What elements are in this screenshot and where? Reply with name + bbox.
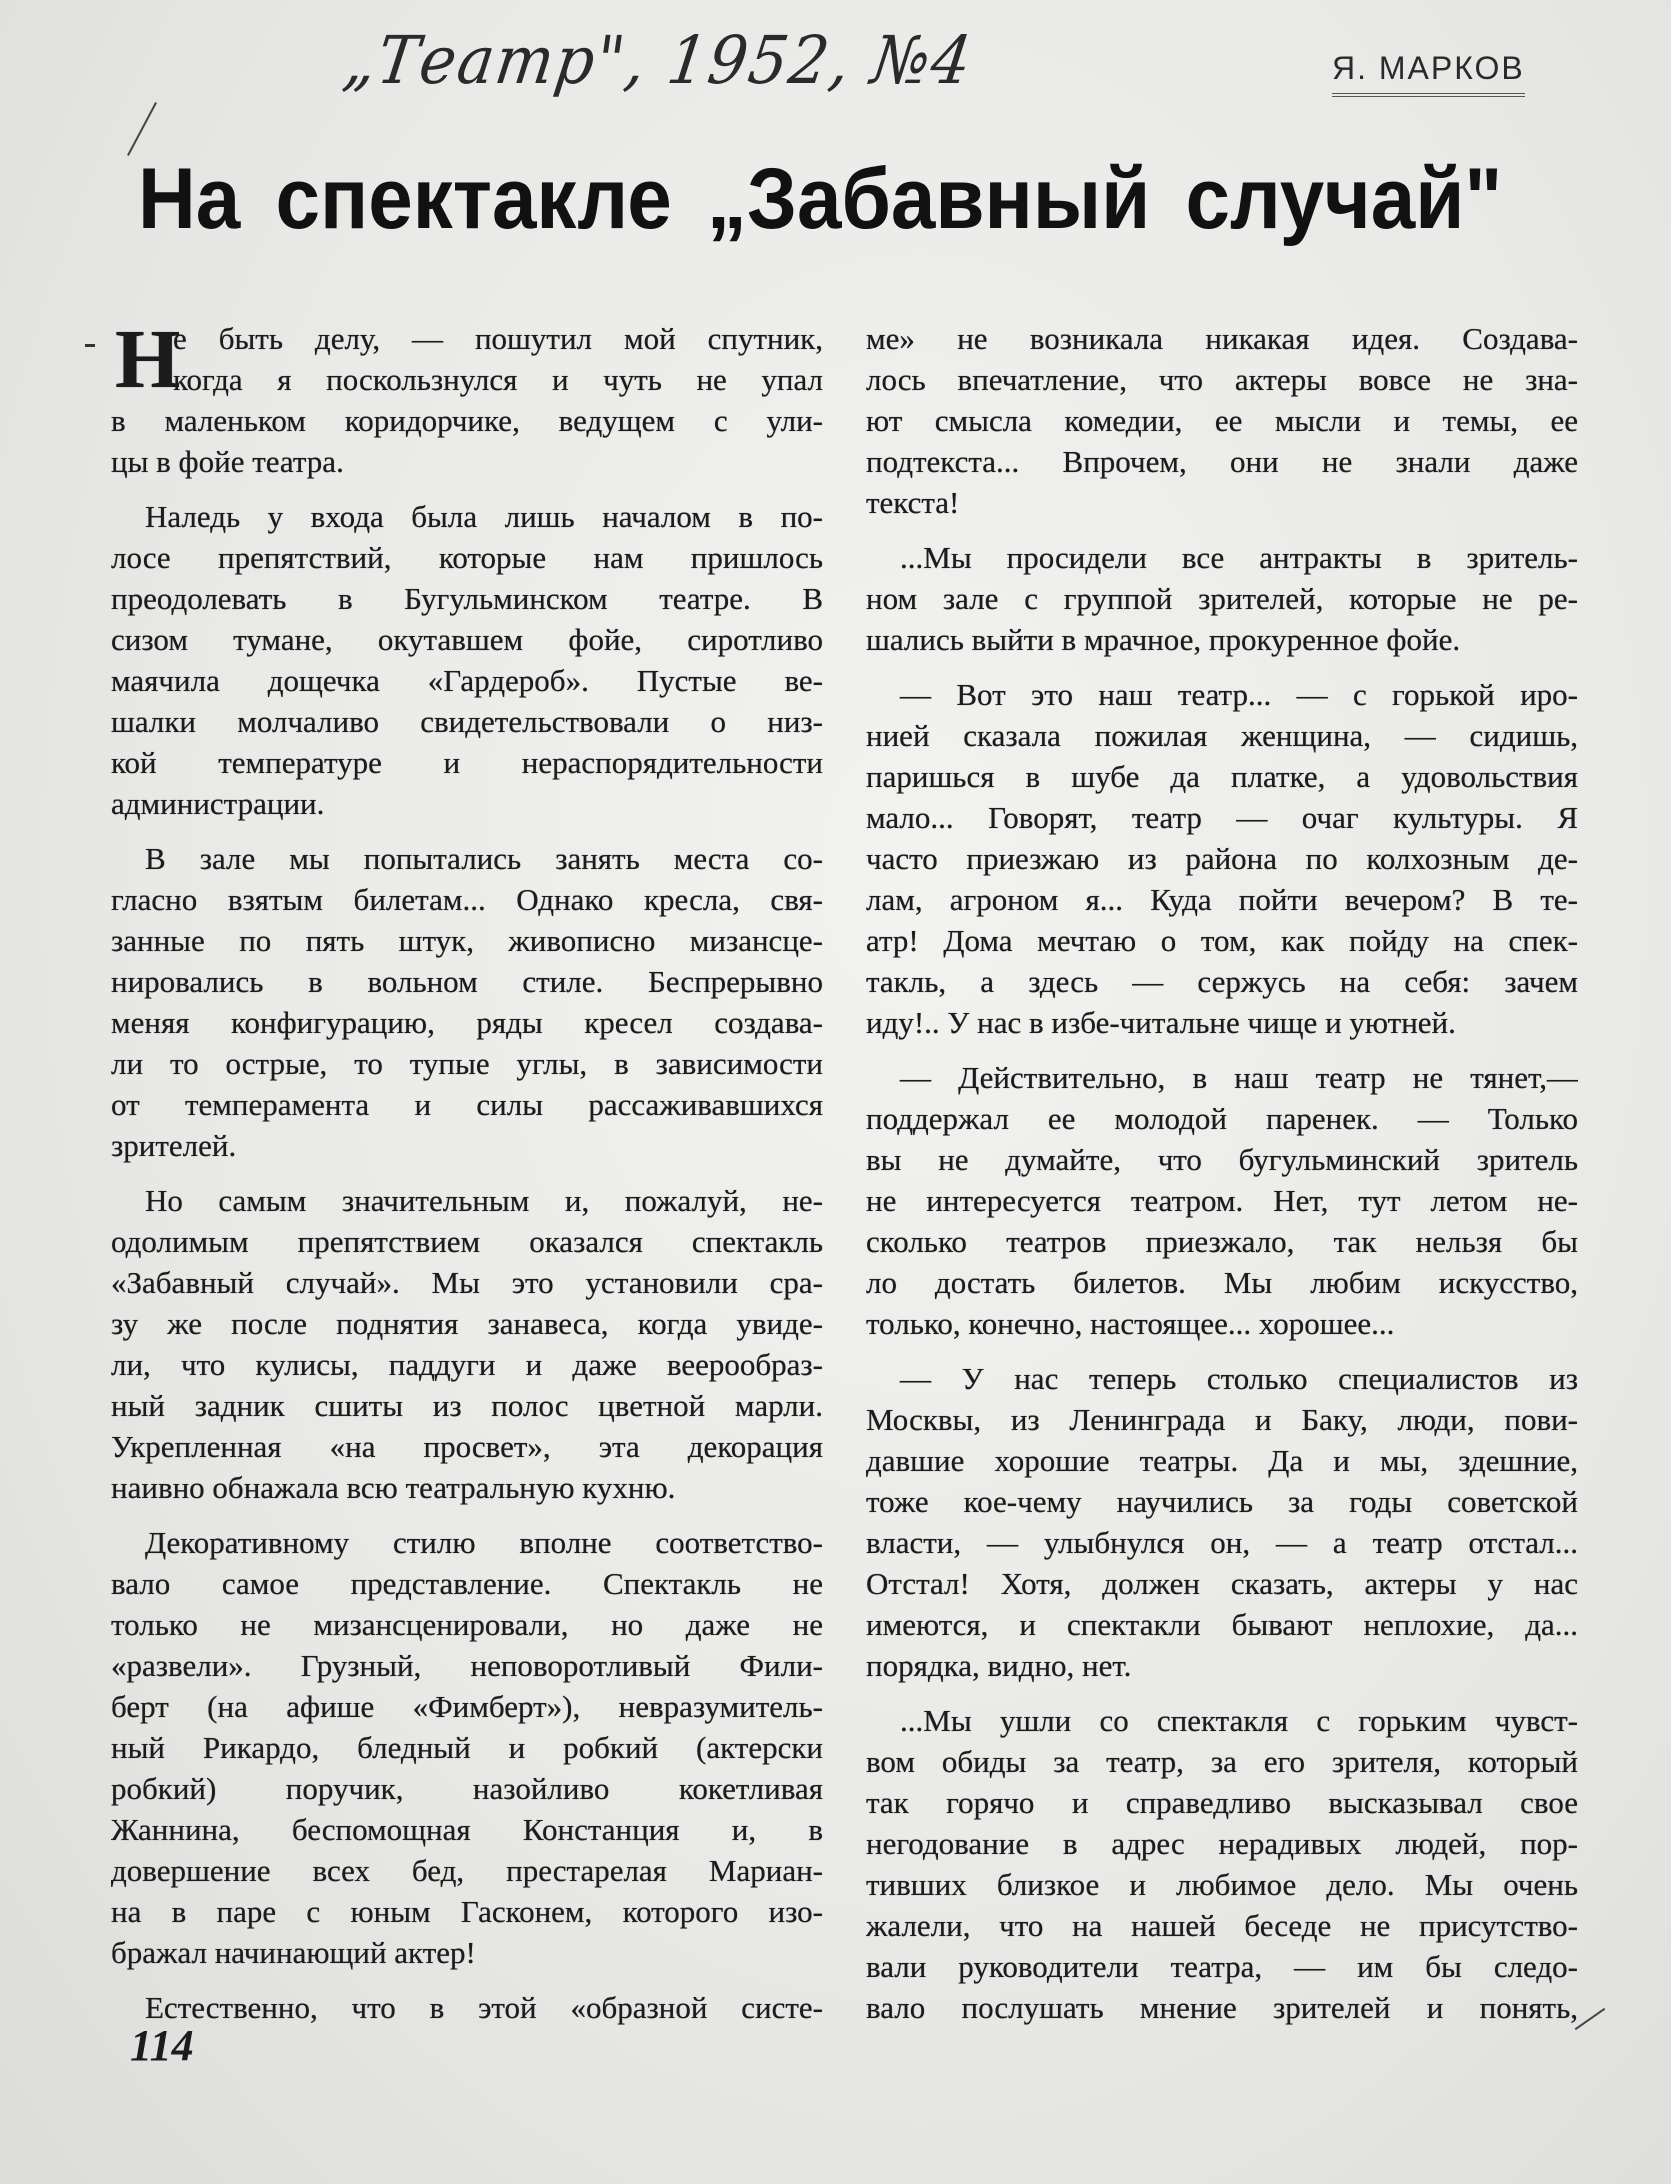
text-line: наивно обнажала всю театральную кухню. xyxy=(111,1470,676,1505)
text-line: негодование в адрес нерадивых людей, пор- xyxy=(866,1826,1578,1861)
text-line: власти, — улыбнулся он, — а театр отстал... xyxy=(866,1525,1578,1560)
text-line: лам, агроном я... Куда пойти вечером? В те- xyxy=(866,882,1578,917)
text-line: имеются, и спектакли бывают неплохие, да... xyxy=(866,1607,1578,1642)
text-line: от темперамента и силы рассаживавшихся xyxy=(111,1087,823,1122)
paragraph xyxy=(111,1987,823,2028)
text-line: Декоративному стилю вполне соответство- xyxy=(145,1525,823,1560)
text-line: меняя конфигурацию, ряды кресел создава- xyxy=(111,1005,823,1040)
author-name: Я. МАРКОВ xyxy=(1332,50,1525,97)
text-line: вом обиды за театр, за его зрителя, который xyxy=(866,1744,1578,1779)
text-line: ном зале с группой зрителей, которые не ре- xyxy=(866,581,1578,616)
text-line: цы в фойе театра. xyxy=(111,444,344,479)
text-line: атр! Дома мечтаю о том, как пойду на спек- xyxy=(866,923,1578,958)
text-line: когда я поскользнулся и чуть не упал xyxy=(173,362,823,397)
paragraph xyxy=(111,1522,823,1973)
text-line: зу же после поднятия занавеса, когда увиде- xyxy=(111,1306,823,1341)
text-line: вали руководители театра, — им бы следо- xyxy=(866,1949,1578,1984)
text-line: ...Мы просидели все антракты в зритель- xyxy=(900,540,1578,575)
text-line: на в паре с юным Гасконем, которого изо- xyxy=(111,1894,823,1929)
text-line: часто приезжаю из района по колхозным де- xyxy=(866,841,1578,876)
text-line: Москвы, из Ленинграда и Баку, люди, пови- xyxy=(866,1402,1578,1437)
text-line: тоже кое-чему научились за годы советской xyxy=(866,1484,1578,1519)
text-line: подтекста... Впрочем, они не знали даже xyxy=(866,444,1578,479)
text-line: лось впечатление, что актеры вовсе не зна- xyxy=(866,362,1578,397)
text-line: давшие хорошие театры. Да и мы, здешние, xyxy=(866,1443,1578,1478)
text-column-left xyxy=(111,313,823,2042)
text-line: в маленьком коридорчике, ведущем с ули- xyxy=(111,403,823,438)
text-line: шались выйти в мрачное, прокуренное фойе. xyxy=(866,622,1461,657)
pen-scratch-mark xyxy=(127,102,157,156)
text-line: порядка, видно, нет. xyxy=(866,1648,1132,1683)
text-line: ли, что кулисы, паддуги и даже веерообраз- xyxy=(111,1347,823,1382)
text-line: гласно взятым билетам... Однако кресла, свя- xyxy=(111,882,823,917)
text-line: «развели». Грузный, неповоротливый Фили- xyxy=(111,1648,823,1683)
drop-cap: Н xyxy=(115,313,181,406)
text-line: паришься в шубе да платке, а удовольствия xyxy=(866,759,1578,794)
paragraph xyxy=(866,1700,1578,2028)
text-line: текста! xyxy=(866,485,960,520)
paragraph xyxy=(866,1358,1578,1686)
text-line: вало послушать мнение зрителей и понять, xyxy=(866,1990,1578,2025)
margin-mark xyxy=(85,344,95,347)
text-line: администрации. xyxy=(111,786,325,821)
text-line: Но самым значительным и, пожалуй, не- xyxy=(145,1183,823,1218)
text-line: только, конечно, настоящее... хорошее... xyxy=(866,1306,1395,1341)
text-line: нией сказала пожилая женщина, — сидишь, xyxy=(866,718,1578,753)
paragraph xyxy=(111,313,823,482)
text-line: сколько театров приезжало, так нельзя бы xyxy=(866,1224,1578,1259)
text-line: вало самое представление. Спектакль не xyxy=(111,1566,823,1601)
text-line: вы не думайте, что бугульминский зритель xyxy=(866,1142,1578,1177)
text-line: робкий) поручик, назойливо кокетливая xyxy=(111,1771,823,1806)
text-line: Укрепленная «на просвет», эта декорация xyxy=(111,1429,823,1464)
text-line: — Вот это наш театр... — с горькой иро- xyxy=(900,677,1578,712)
text-line: ли то острые, то тупые углы, в зависимости xyxy=(111,1046,823,1081)
text-line: — У нас теперь столько специалистов из xyxy=(900,1361,1578,1396)
text-line: е быть делу, — пошутил мой спутник, xyxy=(173,321,823,356)
text-line: нировались в вольном стиле. Беспрерывно xyxy=(111,964,823,999)
text-line: шалки молчаливо свидетельствовали о низ- xyxy=(111,704,823,739)
paragraph xyxy=(111,838,823,1166)
text-line: зрителей. xyxy=(111,1128,237,1163)
text-line: маячила дощечка «Гардероб». Пустые ве- xyxy=(111,663,823,698)
text-line: кой температуре и нераспорядительности xyxy=(111,745,823,780)
paragraph xyxy=(866,674,1578,1043)
page-number: 114 xyxy=(130,2021,194,2070)
text-line: Жаннина, беспомощная Констанция и, в xyxy=(111,1812,823,1847)
text-column-right xyxy=(866,318,1578,2042)
text-line: ме» не возникала никакая идея. Создава- xyxy=(866,321,1578,356)
text-line: В зале мы попытались занять места со- xyxy=(145,841,823,876)
text-line: поддержал ее молодой паренек. — Только xyxy=(866,1101,1578,1136)
text-line: лосе препятствий, которые нам пришлось xyxy=(111,540,823,575)
text-line: такль, а здесь — сержусь на себя: зачем xyxy=(866,964,1578,999)
text-line: тивших близкое и любимое дело. Мы очень xyxy=(866,1867,1578,1902)
text-line: берт (на афише «Фимберт»), невразумитель- xyxy=(111,1689,823,1724)
paragraph xyxy=(866,1057,1578,1344)
text-line: одолимым препятствием оказался спектакль xyxy=(111,1224,823,1259)
text-line: мало... Говорят, театр — очаг культуры. Я xyxy=(866,800,1578,835)
text-line: так горячо и справедливо высказывал свое xyxy=(866,1785,1578,1820)
text-line: ...Мы ушли со спектакля с горьким чувст- xyxy=(900,1703,1578,1738)
text-line: не интересуется театром. Нет, тут летом не- xyxy=(866,1183,1578,1218)
text-line: довершение всех бед, престарелая Мариан- xyxy=(111,1853,823,1888)
handwritten-source-note: „Театр", 1952, №4 xyxy=(339,22,978,99)
paragraph xyxy=(866,537,1578,660)
article-title: На спектакле „Забавный случай" xyxy=(138,151,1503,247)
text-line: жалели, что на нашей беседе не присутство- xyxy=(866,1908,1578,1943)
text-line: ло достать билетов. Мы любим искусство, xyxy=(866,1265,1578,1300)
pen-scratch-mark xyxy=(1575,2008,1606,2030)
text-line: «Забавный случай». Мы это установили сра- xyxy=(111,1265,823,1300)
text-line: только не мизансценировали, но даже не xyxy=(111,1607,823,1642)
text-line: преодолевать в Бугульминском театре. В xyxy=(111,581,823,616)
text-line: — Действительно, в наш театр не тянет,— xyxy=(900,1060,1578,1095)
paragraph xyxy=(866,318,1578,523)
text-line: занные по пять штук, живописно мизансце- xyxy=(111,923,823,958)
text-line: Наледь у входа была лишь началом в по- xyxy=(145,499,823,534)
text-line: иду!.. У нас в избе-читальне чище и уютней. xyxy=(866,1005,1456,1040)
text-line: Естественно, что в этой «образной систе- xyxy=(145,1990,823,2025)
text-line: бражал начинающий актер! xyxy=(111,1935,476,1970)
text-line: ный задник сшиты из полос цветной марли. xyxy=(111,1388,823,1423)
text-line: Отстал! Хотя, должен сказать, актеры у нас xyxy=(866,1566,1578,1601)
text-line: сизом тумане, окутавшем фойе, сиротливо xyxy=(111,622,823,657)
text-line: ют смысла комедии, ее мысли и темы, ее xyxy=(866,403,1578,438)
text-line: ный Рикардо, бледный и робкий (актерски xyxy=(111,1730,823,1765)
paragraph xyxy=(111,1180,823,1508)
paragraph xyxy=(111,496,823,824)
